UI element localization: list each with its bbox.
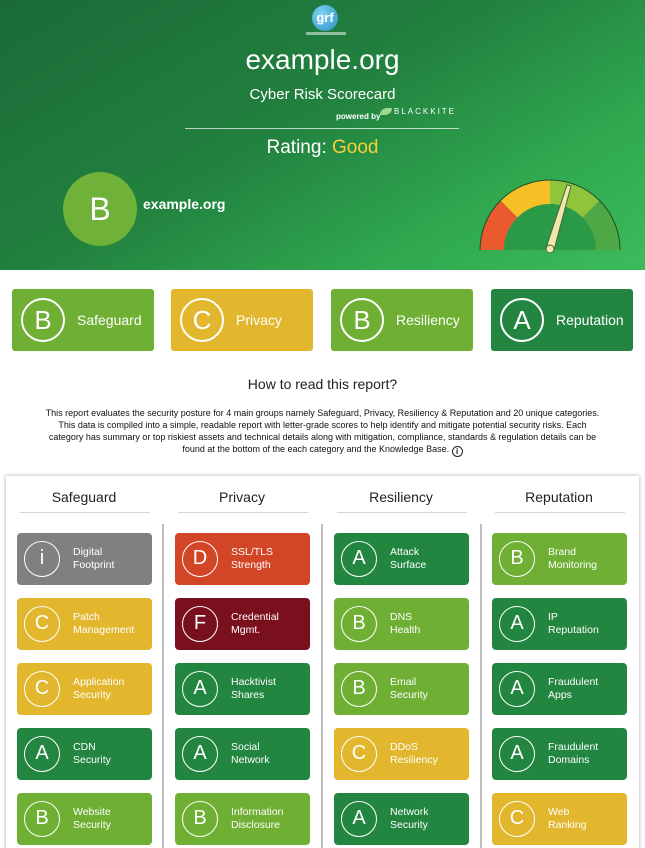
category-fraudulent-apps[interactable]	[492, 663, 627, 715]
domain-title: example.org	[245, 44, 400, 75]
grade-badge: i	[24, 541, 60, 577]
category-application-security[interactable]	[17, 663, 152, 715]
summary-privacy[interactable]	[171, 289, 313, 351]
category-label: Email Security	[390, 676, 428, 701]
grade-badge: A	[499, 671, 535, 707]
howto-description	[14, 407, 631, 457]
grade-badge: A	[500, 298, 544, 342]
category-patch-management[interactable]	[17, 598, 152, 650]
category-label: DNS Health	[390, 611, 421, 636]
category-ddos-resiliency[interactable]	[334, 728, 469, 780]
info-icon[interactable]: i	[452, 446, 463, 457]
howto-line: This data is compiled into a simple, readable report with letter-grade scores to help identify and mitigate potential security risks. Each	[58, 420, 587, 430]
grade-badge: B	[182, 801, 218, 837]
site-name: example.org	[143, 196, 226, 212]
category-label: CDN Security	[73, 741, 111, 766]
partner-logo	[380, 107, 456, 116]
column-header-safeguard: Safeguard	[51, 489, 117, 505]
category-information-disclosure[interactable]	[175, 793, 310, 845]
howto-line: found at the bottom of the each category and the Knowledge Base.	[182, 444, 450, 454]
kite-icon	[380, 108, 392, 115]
grade-badge: B	[341, 606, 377, 642]
category-website-security[interactable]	[17, 793, 152, 845]
howto-line: This report evaluates the security posture for 4 main groups namely Safeguard, Privacy, Resiliency & Reputation and 20 unique categories.	[45, 408, 600, 418]
category-credential-mgmt[interactable]	[175, 598, 310, 650]
category-label: Fraudulent Domains	[548, 741, 599, 766]
category-email-security[interactable]	[334, 663, 469, 715]
grade-badge: A	[499, 606, 535, 642]
grade-badge: A	[341, 801, 377, 837]
report-subtitle: Cyber Risk Scorecard	[249, 86, 396, 103]
category-label: Credential Mgmt.	[231, 611, 279, 636]
category-label: Application Security	[73, 676, 125, 701]
overall-grade-badge: B	[63, 172, 137, 246]
grade-badge: C	[24, 606, 60, 642]
grade-badge: D	[182, 541, 218, 577]
column-divider	[178, 512, 308, 513]
company-logo-tagline	[306, 32, 346, 35]
partner-logo-text: BLACKKITE	[394, 107, 457, 116]
grade-badge: B	[499, 541, 535, 577]
column-header-privacy: Privacy	[219, 489, 265, 505]
category-label: SSL/TLS Strength	[231, 546, 274, 571]
category-label: Information Disclosure	[231, 806, 284, 831]
summary-label: Resiliency	[396, 312, 460, 328]
grade-badge: B	[21, 298, 65, 342]
category-brand-monitoring[interactable]	[492, 533, 627, 585]
column-divider	[20, 512, 150, 513]
rating	[0, 137, 645, 159]
grade-badge: A	[182, 671, 218, 707]
category-label: Web Ranking	[548, 806, 587, 831]
column-divider	[337, 512, 467, 513]
column-separator	[321, 524, 323, 848]
company-logo: grf	[312, 5, 338, 31]
gauge-needle-hub	[546, 245, 554, 253]
grade-badge: A	[182, 736, 218, 772]
rating-value: Good	[332, 137, 379, 158]
summary-resiliency[interactable]	[331, 289, 473, 351]
category-fraudulent-domains[interactable]	[492, 728, 627, 780]
category-label: Digital Footprint	[73, 546, 115, 571]
summary-label: Safeguard	[77, 312, 142, 328]
column-header-resiliency: Resiliency	[369, 489, 433, 505]
grade-badge: C	[341, 736, 377, 772]
category-hacktivist-shares[interactable]	[175, 663, 310, 715]
column-separator	[480, 524, 482, 848]
grade-badge: A	[341, 541, 377, 577]
howto-title: How to read this report?	[247, 376, 398, 392]
category-label: DDoS Resiliency	[390, 741, 438, 766]
howto-line: category has summary or top riskiest assets and technical details along with mitigation, compliance, standards & regulation details can be	[48, 432, 597, 442]
report-header	[0, 0, 645, 270]
grade-badge: C	[499, 801, 535, 837]
grade-badge: C	[180, 298, 224, 342]
category-dns-health[interactable]	[334, 598, 469, 650]
grade-badge: C	[24, 671, 60, 707]
summary-safeguard[interactable]	[12, 289, 154, 351]
category-label: Website Security	[73, 806, 111, 831]
summary-reputation[interactable]	[491, 289, 633, 351]
category-ip-reputation[interactable]	[492, 598, 627, 650]
category-label: Fraudulent Apps	[548, 676, 599, 701]
grade-badge: A	[24, 736, 60, 772]
category-social-network[interactable]	[175, 728, 310, 780]
grade-badge: B	[340, 298, 384, 342]
grade-badge: B	[24, 801, 60, 837]
howto-line-last	[14, 443, 631, 457]
category-digital-footprint[interactable]	[17, 533, 152, 585]
header-divider	[185, 128, 459, 129]
category-network-security[interactable]	[334, 793, 469, 845]
category-label: IP Reputation	[548, 611, 599, 636]
column-header-reputation: Reputation	[525, 489, 593, 505]
column-separator	[162, 524, 164, 848]
category-attack-surface[interactable]	[334, 533, 469, 585]
category-label: Network Security	[390, 806, 429, 831]
rating-gauge	[476, 174, 624, 254]
category-label: Patch Management	[73, 611, 135, 636]
category-label: Brand Monitoring	[548, 546, 598, 571]
grade-badge: A	[499, 736, 535, 772]
category-cdn-security[interactable]	[17, 728, 152, 780]
category-web-ranking[interactable]	[492, 793, 627, 845]
rating-label: Rating:	[266, 137, 327, 158]
grade-badge: B	[341, 671, 377, 707]
column-divider	[495, 512, 625, 513]
category-label: Hacktivist Shares	[231, 676, 276, 701]
powered-by-text: powered by	[336, 112, 381, 121]
grade-badge: F	[182, 606, 218, 642]
summary-label: Privacy	[236, 312, 282, 328]
category-label: Attack Surface	[390, 546, 427, 571]
category-ssl-tls-strength[interactable]	[175, 533, 310, 585]
summary-label: Reputation	[556, 312, 624, 328]
category-label: Social Network	[231, 741, 270, 766]
